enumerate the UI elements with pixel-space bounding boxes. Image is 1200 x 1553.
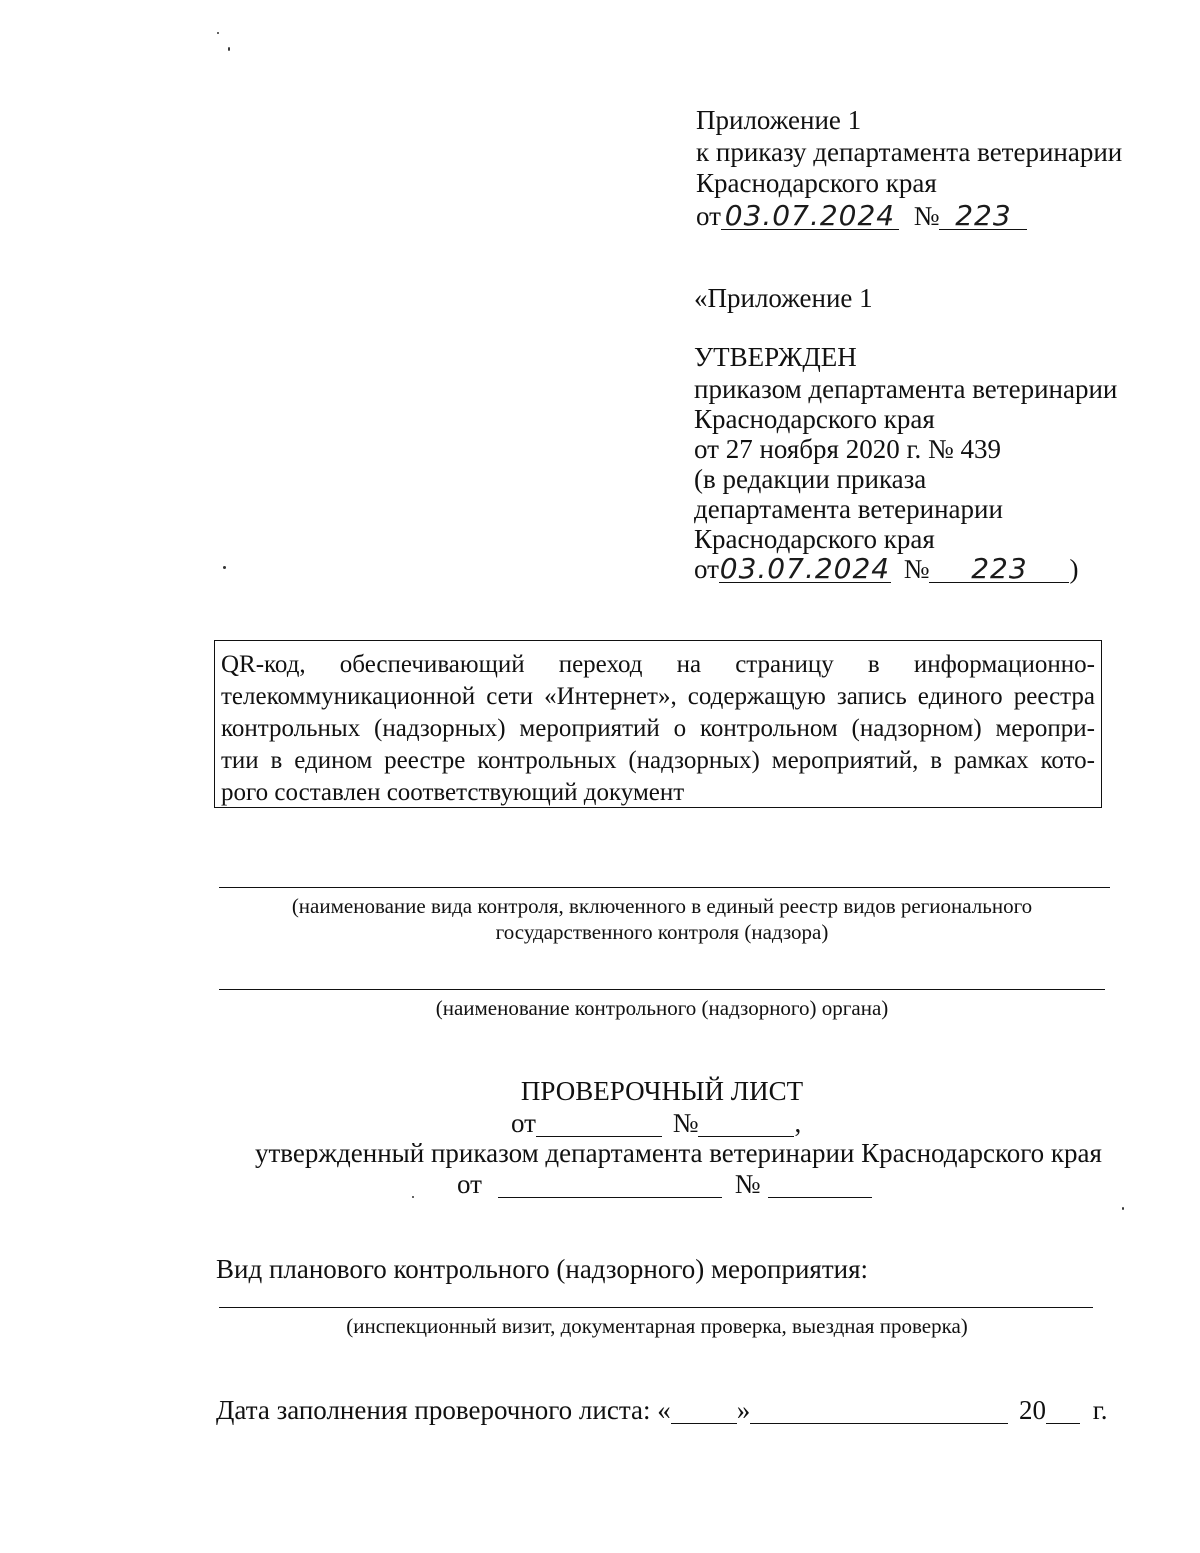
control-type-caption-1: (наименование вида контроля, включенного в единый реестр видов регионального	[291, 894, 1033, 918]
scan-speck	[217, 32, 219, 34]
event-type-field-line	[219, 1307, 1093, 1308]
header-line-2: к приказу департамента ветеринарии	[696, 137, 1123, 167]
qr-box-line: телекоммуникационной сети «Интернет», содержащую запись единого реестра	[221, 683, 1095, 710]
date-prefix: от	[696, 201, 721, 231]
approval-appendix-line: «Приложение 1	[694, 283, 873, 313]
handwritten-number: 223	[929, 556, 1069, 583]
close-quote: »	[736, 1395, 751, 1425]
closing-paren: )	[1069, 554, 1079, 584]
handwritten-date: 03.07.2024	[719, 552, 891, 585]
checklist-title: ПРОВЕРОЧНЫЙ ЛИСТ	[520, 1076, 804, 1106]
date-prefix: от	[457, 1169, 482, 1199]
qr-box-line: контрольных (надзорных) мероприятий о контрольном (надзорном) меропри-	[221, 715, 1095, 742]
number-label: №	[734, 1169, 761, 1199]
authority-field-line	[219, 989, 1105, 990]
checklist-order-line	[457, 1168, 872, 1200]
control-type-caption-2: государственного контроля (надзора)	[495, 920, 829, 944]
authority-caption: (наименование контрольного (надзорного) органа)	[435, 996, 889, 1020]
approval-line-4: от 27 ноября 2020 г. № 439	[694, 434, 1001, 464]
scan-speck	[223, 566, 226, 569]
qr-box-line: тии в едином реестре контрольных (надзорных) мероприятий, в рамках кото-	[221, 747, 1095, 774]
number-label: №	[913, 201, 940, 231]
header-line-3: Краснодарского края	[696, 168, 937, 198]
fill-date-label: Дата заполнения проверочного листа: «	[216, 1395, 671, 1425]
checklist-date-line	[511, 1107, 801, 1139]
scan-speck	[1122, 1207, 1124, 1210]
header-date-line	[696, 200, 1027, 232]
event-type-label: Вид планового контрольного (надзорного) мероприятия:	[216, 1254, 869, 1284]
scan-speck	[412, 1196, 414, 1198]
date-prefix: от	[694, 554, 719, 584]
qr-box-line: QR-код, обеспечивающий переход на страницу в информационно-	[221, 651, 1095, 678]
qr-code-box	[214, 640, 1102, 808]
year-suffix: г.	[1092, 1395, 1108, 1425]
approval-line-7: Краснодарского края	[694, 524, 935, 554]
handwritten-number: 223	[939, 203, 1027, 230]
approval-line-3: Краснодарского края	[694, 404, 935, 434]
header-line-1: Приложение 1	[696, 105, 862, 135]
fill-date-line	[216, 1394, 1107, 1426]
number-label: №	[903, 554, 930, 584]
comma: ,	[794, 1108, 802, 1138]
scan-speck	[228, 47, 230, 51]
event-type-caption: (инспекционный визит, документарная проверка, выездная проверка)	[346, 1314, 968, 1338]
approval-line-5: (в редакции приказа	[694, 464, 927, 494]
approval-line-6: департамента ветеринарии	[694, 494, 1003, 524]
year-prefix: 20	[1018, 1395, 1046, 1425]
approval-date-line	[694, 553, 1078, 585]
checklist-approved-line: утвержденный приказом департамента ветеринарии Краснодарского края	[255, 1138, 1102, 1168]
handwritten-date: 03.07.2024	[721, 203, 899, 230]
qr-box-line: рого составлен соответствующий документ	[221, 779, 685, 806]
control-type-field-line	[219, 887, 1110, 888]
approval-title: УТВЕРЖДЕН	[694, 342, 857, 372]
date-prefix: от	[511, 1108, 536, 1138]
approval-line-2: приказом департамента ветеринарии	[694, 374, 1118, 404]
number-label: №	[672, 1108, 699, 1138]
